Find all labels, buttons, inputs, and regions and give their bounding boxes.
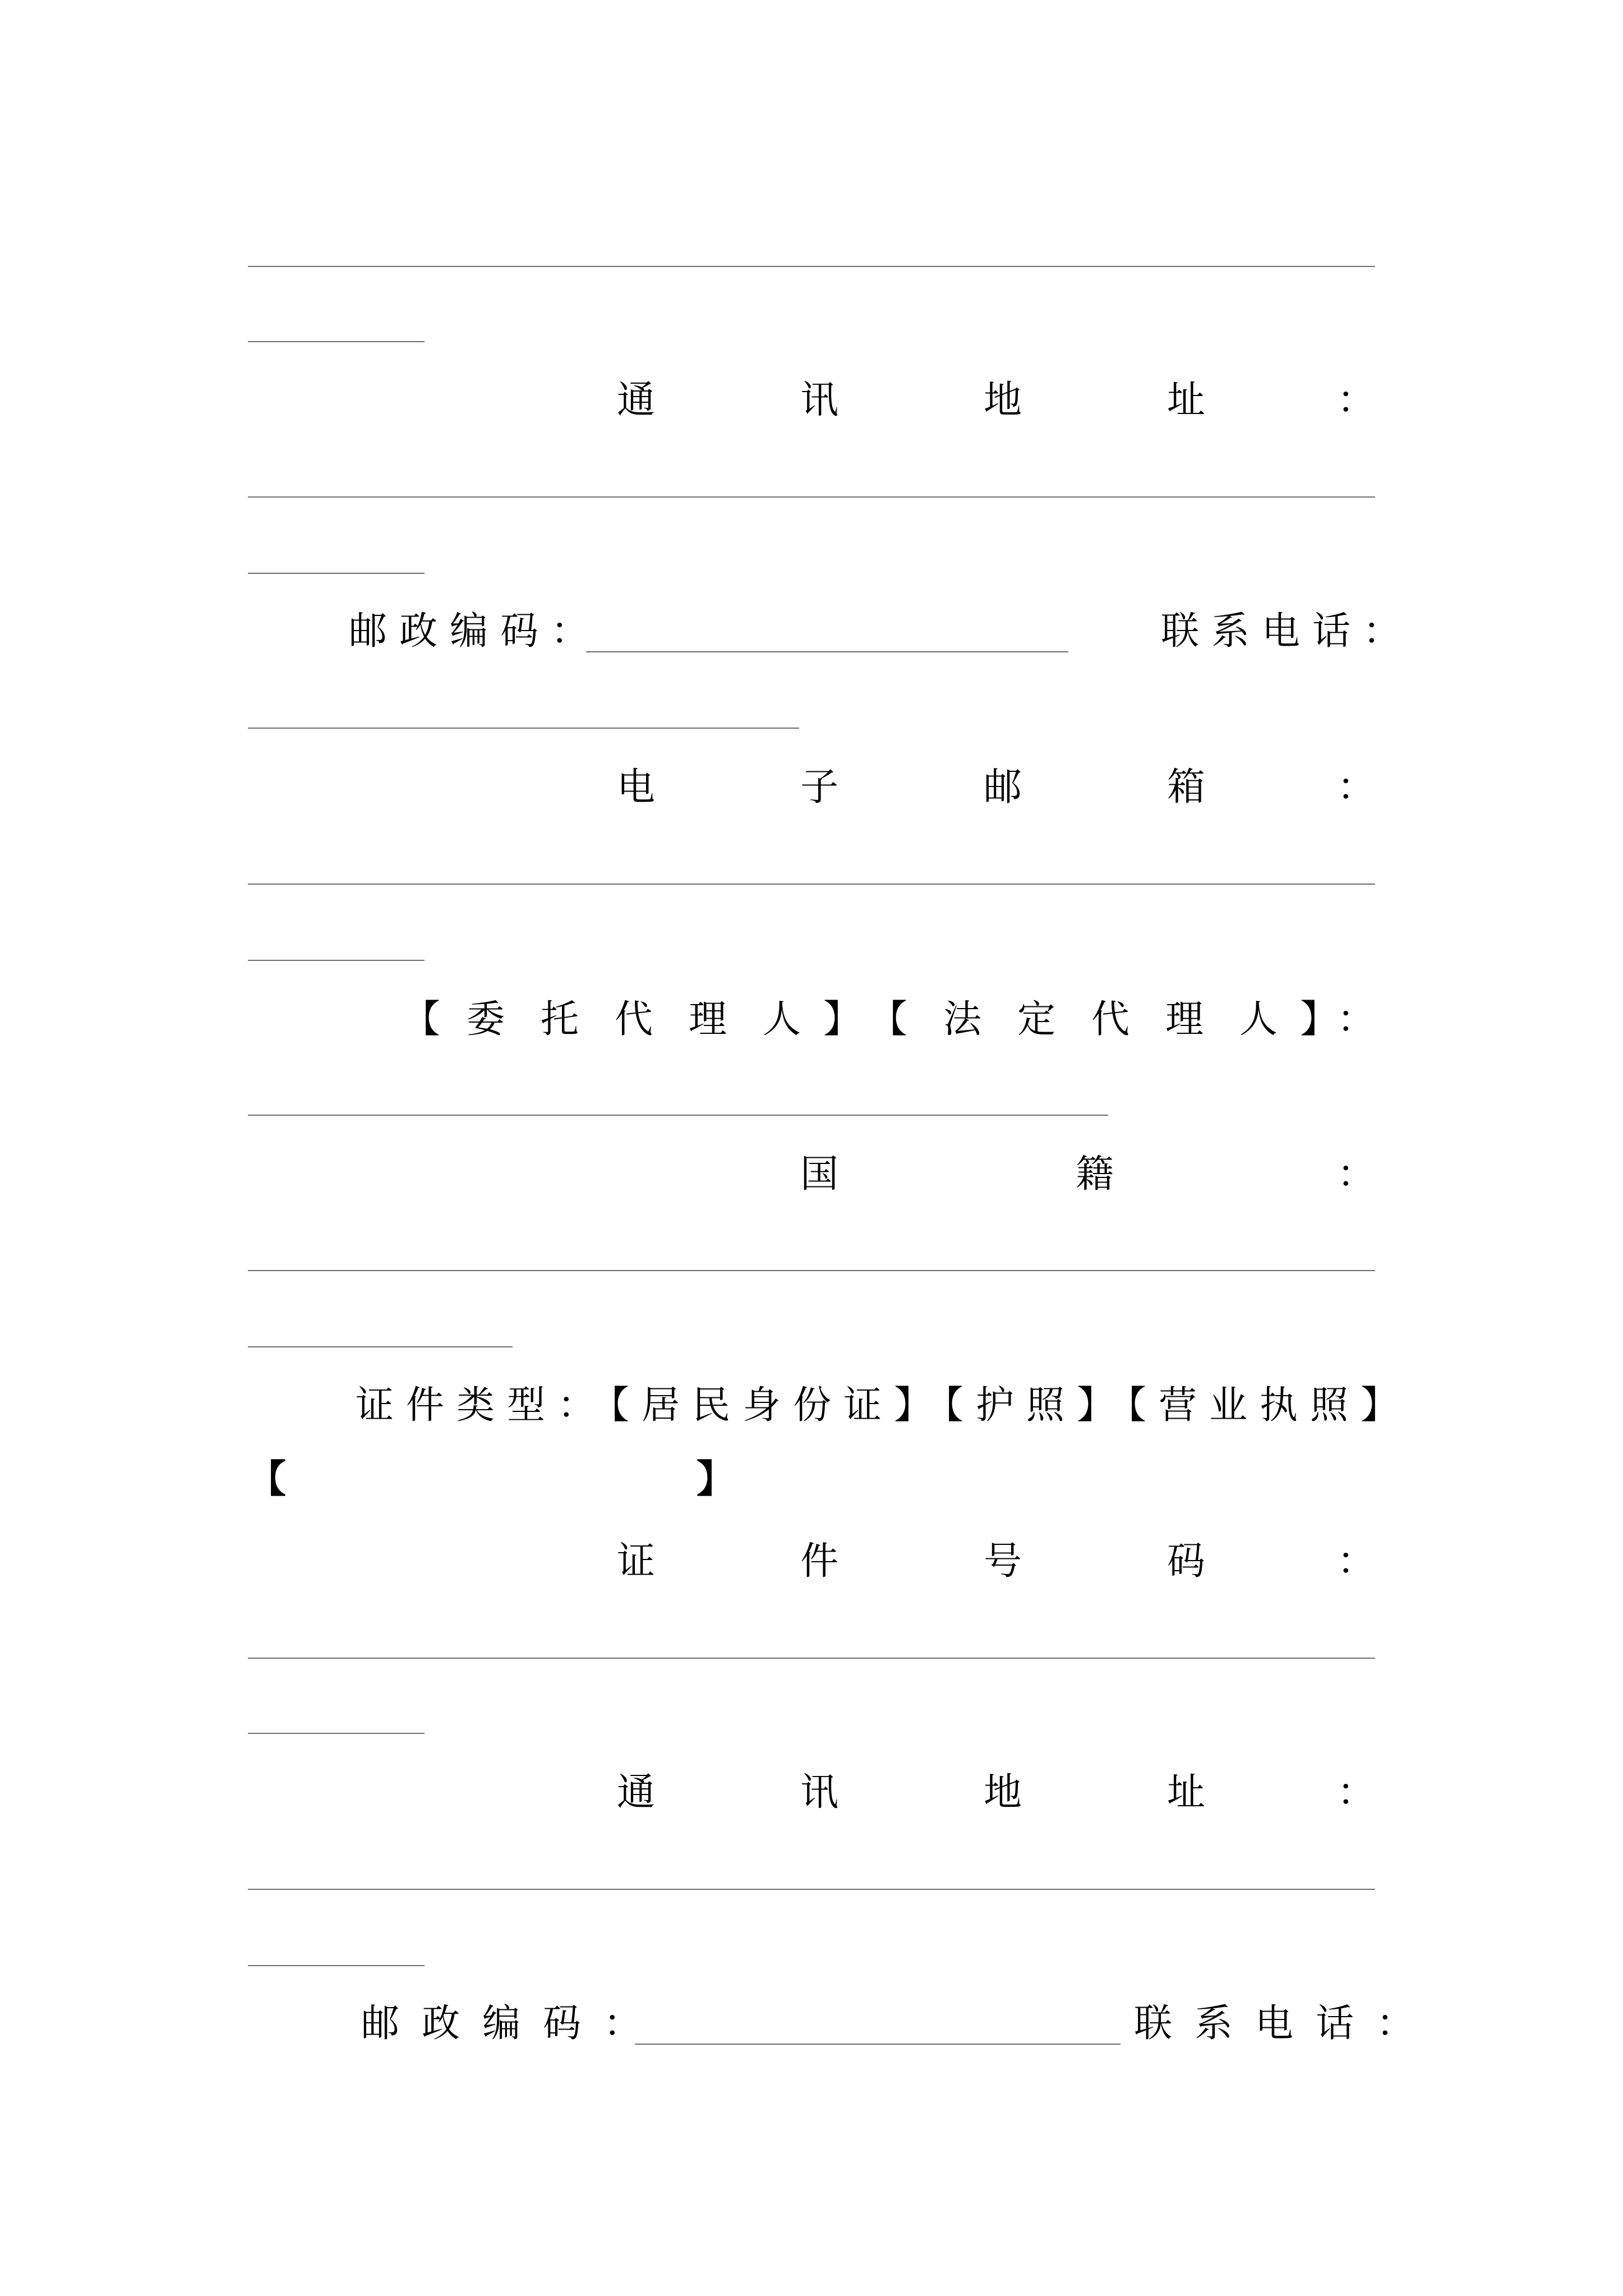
label-char: 通 — [617, 378, 656, 422]
heading-char: 人 — [763, 997, 801, 1042]
heading-char: 委 — [467, 997, 505, 1042]
address-blank-line[interactable] — [248, 496, 1375, 498]
field-id-number — [248, 1534, 1375, 1590]
label-char: 地 — [984, 378, 1022, 422]
id-type-other-blank[interactable] — [293, 1508, 685, 1509]
id-type-label: 证件类型： — [356, 1383, 608, 1428]
colon: ： — [1336, 378, 1375, 422]
label-char: 讯 — [800, 378, 839, 422]
field-postal-phone — [248, 604, 1414, 660]
email-blank-line[interactable] — [248, 960, 425, 961]
heading-char: 定 — [1017, 997, 1056, 1042]
postal-code-label: 邮政编码： — [349, 609, 602, 654]
colon: ： — [1336, 1539, 1375, 1584]
label-char: 地 — [984, 1770, 1022, 1815]
field-nationality — [248, 1147, 1375, 1203]
bracket-close: 】 — [697, 1457, 735, 1502]
field-email — [248, 760, 1375, 816]
agent-blank-line[interactable] — [248, 1115, 1108, 1116]
label-char: 件 — [800, 1539, 839, 1584]
label-char: 电 — [617, 765, 656, 809]
colon: ： — [1336, 1770, 1375, 1815]
nationality-blank-line[interactable] — [248, 1346, 513, 1347]
label-char: 籍 — [1076, 1152, 1114, 1197]
heading-char: 【 — [869, 997, 908, 1042]
agent-address-blank-line[interactable] — [248, 1965, 425, 1966]
label-char: 子 — [800, 765, 839, 809]
postal-code-blank[interactable] — [586, 651, 1068, 652]
field-id-type-other — [248, 1452, 1375, 1508]
blank-line[interactable] — [248, 341, 425, 342]
label-char: 号 — [984, 1539, 1022, 1584]
field-agent-address — [248, 1765, 1375, 1821]
label-char: 码 — [1167, 1539, 1206, 1584]
heading-char: 法 — [943, 997, 982, 1042]
heading-char: 代 — [1091, 997, 1130, 1042]
agent-heading — [248, 992, 1375, 1048]
phone-label: 联系电话： — [1161, 609, 1414, 654]
heading-char: 人 — [1239, 997, 1278, 1042]
colon: ： — [1336, 765, 1375, 809]
heading-char: 】 — [823, 997, 862, 1042]
phone-label: 联系电话： — [1134, 2001, 1437, 2046]
label-char: 讯 — [800, 1770, 839, 1815]
email-blank-line[interactable] — [248, 884, 1375, 885]
heading-char: 】 — [1300, 997, 1339, 1042]
label-char: 通 — [617, 1770, 656, 1815]
heading-char: 理 — [689, 997, 727, 1042]
bracket-open: 【 — [248, 1457, 287, 1502]
label-char: 国 — [800, 1152, 839, 1197]
field-id-type — [248, 1378, 1426, 1434]
heading-char: 代 — [615, 997, 653, 1042]
label-char: 箱 — [1167, 765, 1206, 809]
id-number-blank-line[interactable] — [248, 1658, 1375, 1659]
colon: ： — [1336, 1152, 1375, 1197]
colon: ： — [1336, 997, 1375, 1042]
field-address — [248, 372, 1375, 429]
heading-char: 托 — [541, 997, 579, 1042]
postal-code-label: 邮政编码： — [361, 2001, 665, 2046]
label-char: 证 — [617, 1539, 656, 1584]
phone-blank-line[interactable] — [248, 728, 799, 729]
postal-code-blank[interactable] — [635, 2044, 1121, 2045]
id-type-options[interactable]: 【居民身份证】【护照】【营业执照】 — [591, 1383, 1412, 1428]
heading-char: 理 — [1165, 997, 1204, 1042]
label-char: 邮 — [984, 765, 1022, 809]
id-number-blank-line[interactable] — [248, 1733, 425, 1734]
label-char: 址 — [1167, 378, 1206, 422]
nationality-blank-line[interactable] — [248, 1270, 1375, 1271]
blank-line[interactable] — [248, 266, 1375, 267]
agent-address-blank-line[interactable] — [248, 1889, 1375, 1890]
label-char: 址 — [1167, 1770, 1206, 1815]
heading-char: 【 — [402, 997, 441, 1042]
field-agent-postal-phone — [248, 1996, 1437, 2052]
address-blank-line[interactable] — [248, 573, 425, 574]
